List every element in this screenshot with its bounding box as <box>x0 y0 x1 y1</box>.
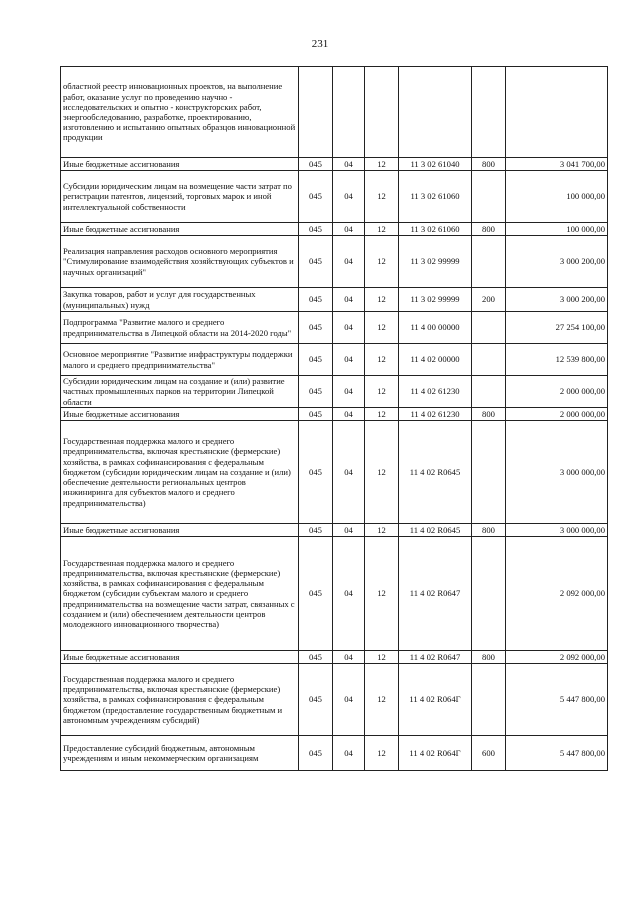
subsection-code: 12 <box>365 288 399 312</box>
subsection-code: 12 <box>365 344 399 376</box>
section-code: 04 <box>333 664 365 736</box>
expense-type <box>472 376 506 408</box>
expense-type <box>472 171 506 223</box>
table-row <box>61 524 608 537</box>
target-article: 11 4 02 R064Г <box>399 736 472 771</box>
target-article: 11 4 02 R0645 <box>399 421 472 524</box>
section-code: 04 <box>333 408 365 421</box>
expense-type: 600 <box>472 736 506 771</box>
row-name: Иные бюджетные ассигнования <box>61 158 299 171</box>
ministry-code: 045 <box>299 537 333 651</box>
subsection-code: 12 <box>365 408 399 421</box>
expense-type <box>472 236 506 288</box>
target-article: 11 4 00 00000 <box>399 312 472 344</box>
row-name: областной реестр инновационных проектов, на выполнение работ, оказание услуг по проведению научно - исследовательских и опытно - конструкторских работ, энергообследованию, разработке, проектированию, изготовлению и испытанию опытных образцов инновационной продукции <box>61 67 299 158</box>
amount: 5 447 800,00 <box>506 736 608 771</box>
table-row <box>61 651 608 664</box>
row-name: Иные бюджетные ассигнования <box>61 223 299 236</box>
section-code <box>333 67 365 158</box>
table-row <box>61 376 608 408</box>
row-name: Предоставление субсидий бюджетным, автономным учреждениям и иным некоммерческим организациям <box>61 736 299 771</box>
expense-type <box>472 312 506 344</box>
table-row <box>61 421 608 524</box>
subsection-code <box>365 67 399 158</box>
ministry-code <box>299 67 333 158</box>
target-article: 11 4 02 R064Г <box>399 664 472 736</box>
ministry-code: 045 <box>299 376 333 408</box>
section-code: 04 <box>333 236 365 288</box>
amount: 100 000,00 <box>506 171 608 223</box>
amount: 3 000 000,00 <box>506 524 608 537</box>
subsection-code: 12 <box>365 421 399 524</box>
amount: 3 000 200,00 <box>506 288 608 312</box>
table-row <box>61 236 608 288</box>
row-name: Реализация направления расходов основного мероприятия "Стимулирование взаимодействия хозяйствующих субъектов и научных организаций" <box>61 236 299 288</box>
ministry-code: 045 <box>299 651 333 664</box>
target-article: 11 3 02 99999 <box>399 288 472 312</box>
subsection-code: 12 <box>365 376 399 408</box>
ministry-code: 045 <box>299 344 333 376</box>
expense-type <box>472 421 506 524</box>
expense-type <box>472 664 506 736</box>
amount <box>506 67 608 158</box>
expense-type: 800 <box>472 223 506 236</box>
table-row <box>61 223 608 236</box>
ministry-code: 045 <box>299 288 333 312</box>
amount: 5 447 800,00 <box>506 664 608 736</box>
ministry-code: 045 <box>299 408 333 421</box>
expense-type <box>472 67 506 158</box>
amount: 3 000 200,00 <box>506 236 608 288</box>
subsection-code: 12 <box>365 664 399 736</box>
subsection-code: 12 <box>365 524 399 537</box>
section-code: 04 <box>333 344 365 376</box>
ministry-code: 045 <box>299 421 333 524</box>
section-code: 04 <box>333 288 365 312</box>
target-article: 11 4 02 61230 <box>399 408 472 421</box>
amount: 100 000,00 <box>506 223 608 236</box>
target-article: 11 4 02 R0645 <box>399 524 472 537</box>
section-code: 04 <box>333 223 365 236</box>
section-code: 04 <box>333 524 365 537</box>
target-article: 11 4 02 61230 <box>399 376 472 408</box>
table-row <box>61 158 608 171</box>
row-name: Субсидии юридическим лицам на возмещение части затрат по регистрации патентов, лицензий, торговых марок и иной интеллектуальной собственности <box>61 171 299 223</box>
subsection-code: 12 <box>365 223 399 236</box>
amount: 3 041 700,00 <box>506 158 608 171</box>
row-name: Государственная поддержка малого и среднего предпринимательства, включая крестьянские (фермерские) хозяйства, в рамках софинансирования с федеральным бюджетом (субсидии субъектам малого и среднего предпринимательства на возмещение части затрат, связанных с созданием и (или) обеспечением деятельности центров молодежного инновационного творчества) <box>61 537 299 651</box>
expense-type <box>472 537 506 651</box>
subsection-code: 12 <box>365 651 399 664</box>
table-row <box>61 664 608 736</box>
amount: 27 254 100,00 <box>506 312 608 344</box>
expense-type: 800 <box>472 651 506 664</box>
target-article: 11 4 02 00000 <box>399 344 472 376</box>
amount: 3 000 000,00 <box>506 421 608 524</box>
section-code: 04 <box>333 537 365 651</box>
row-name: Закупка товаров, работ и услуг для государственных (муниципальных) нужд <box>61 288 299 312</box>
target-article <box>399 67 472 158</box>
table-row <box>61 408 608 421</box>
expense-type: 200 <box>472 288 506 312</box>
section-code: 04 <box>333 421 365 524</box>
amount: 2 092 000,00 <box>506 537 608 651</box>
target-article: 11 4 02 R0647 <box>399 651 472 664</box>
section-code: 04 <box>333 158 365 171</box>
page-number: 231 <box>311 38 329 50</box>
expense-type: 800 <box>472 408 506 421</box>
row-name: Иные бюджетные ассигнования <box>61 651 299 664</box>
subsection-code: 12 <box>365 171 399 223</box>
table-row <box>61 736 608 771</box>
section-code: 04 <box>333 736 365 771</box>
target-article: 11 4 02 R0647 <box>399 537 472 651</box>
subsection-code: 12 <box>365 236 399 288</box>
target-article: 11 3 02 61060 <box>399 171 472 223</box>
ministry-code: 045 <box>299 158 333 171</box>
expense-type <box>472 344 506 376</box>
expense-type: 800 <box>472 524 506 537</box>
section-code: 04 <box>333 651 365 664</box>
amount: 2 092 000,00 <box>506 651 608 664</box>
row-name: Основное мероприятие "Развитие инфраструктуры поддержки малого и среднего предпринимательства" <box>61 344 299 376</box>
ministry-code: 045 <box>299 664 333 736</box>
table-row <box>61 67 608 158</box>
expense-type: 800 <box>472 158 506 171</box>
row-name: Иные бюджетные ассигнования <box>61 524 299 537</box>
table-row <box>61 312 608 344</box>
table-body <box>61 67 608 771</box>
row-name: Субсидии юридическим лицам на создание и (или) развитие частных промышленных парков на территории Липецкой области <box>61 376 299 408</box>
ministry-code: 045 <box>299 736 333 771</box>
row-name: Подпрограмма "Развитие малого и среднего предпринимательства в Липецкой области на 2014-2020 годы" <box>61 312 299 344</box>
table-row <box>61 537 608 651</box>
subsection-code: 12 <box>365 537 399 651</box>
amount: 2 000 000,00 <box>506 408 608 421</box>
table-row <box>61 288 608 312</box>
row-name: Государственная поддержка малого и среднего предпринимательства, включая крестьянские (фермерские) хозяйства, в рамках софинансирования с федеральным бюджетом (предоставление государственным бюджетным и автономным учреждениям субсидий) <box>61 664 299 736</box>
row-name: Государственная поддержка малого и среднего предпринимательства, включая крестьянские (фермерские) хозяйства, в рамках софинансирования с федеральным бюджетом (субсидии юридическим лицам на создание и (или) обеспечение деятельности региональных центров инжиниринга для субъектов малого и среднего предпринимательства) <box>61 421 299 524</box>
target-article: 11 3 02 61040 <box>399 158 472 171</box>
budget-table <box>60 66 608 771</box>
subsection-code: 12 <box>365 312 399 344</box>
table-row <box>61 344 608 376</box>
table-row <box>61 171 608 223</box>
ministry-code: 045 <box>299 236 333 288</box>
subsection-code: 12 <box>365 158 399 171</box>
subsection-code: 12 <box>365 736 399 771</box>
target-article: 11 3 02 99999 <box>399 236 472 288</box>
amount: 2 000 000,00 <box>506 376 608 408</box>
row-name: Иные бюджетные ассигнования <box>61 408 299 421</box>
ministry-code: 045 <box>299 524 333 537</box>
section-code: 04 <box>333 376 365 408</box>
section-code: 04 <box>333 171 365 223</box>
amount: 12 539 800,00 <box>506 344 608 376</box>
section-code: 04 <box>333 312 365 344</box>
ministry-code: 045 <box>299 171 333 223</box>
ministry-code: 045 <box>299 312 333 344</box>
ministry-code: 045 <box>299 223 333 236</box>
target-article: 11 3 02 61060 <box>399 223 472 236</box>
